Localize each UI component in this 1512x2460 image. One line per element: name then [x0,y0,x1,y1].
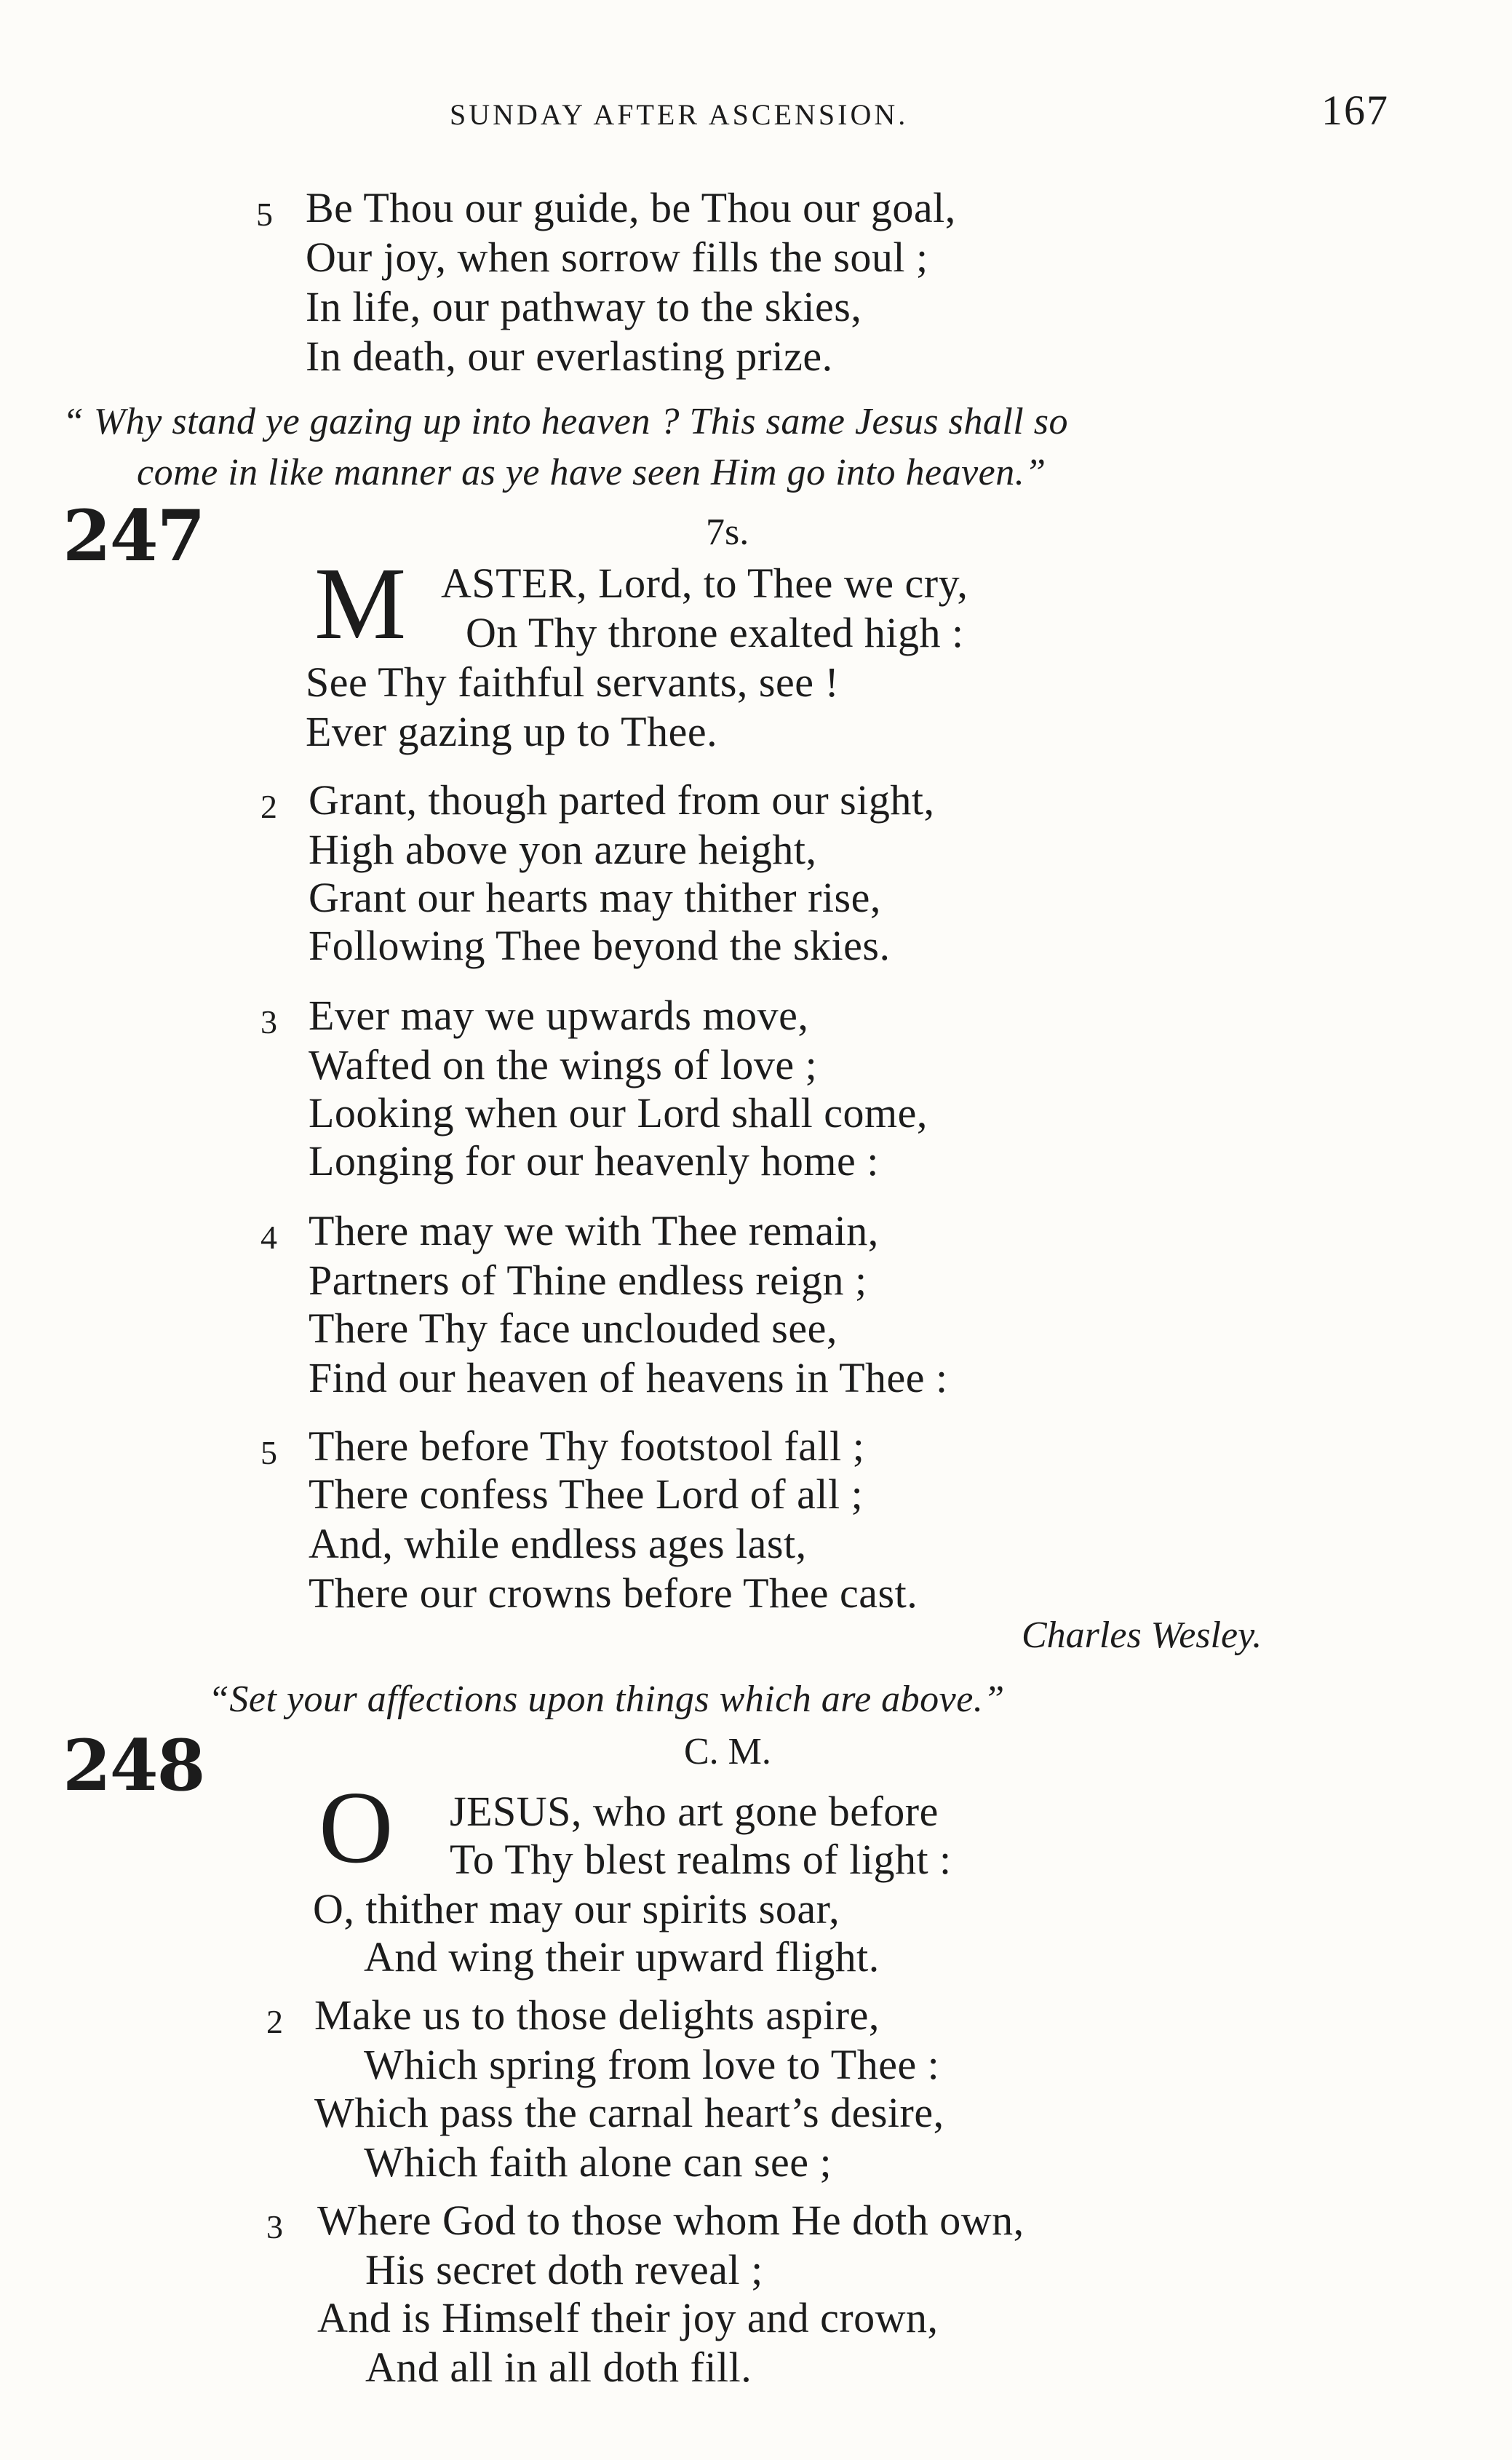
hymn-line: High above yon azure height, [309,826,817,873]
hymn-line: O, thither may our spirits soar, [313,1885,840,1932]
hymn-line: On Thy throne exalted high : [466,609,964,656]
meter: C. M. [684,1731,771,1772]
hymn-line: JESUS, who art gone before [450,1788,939,1835]
hymn-line: Which pass the carnal heart’s desire, [314,2089,944,2136]
verse-number: 3 [260,1003,277,1040]
page-number: 167 [1321,87,1389,134]
hymn-line: There our crowns before Thee cast. [309,1569,918,1617]
hymn-line: And wing their upward flight. [364,1933,880,1981]
hymn-line: There may we with Thee remain, [309,1207,879,1254]
hymn-line: There confess Thee Lord of all ; [309,1470,864,1518]
verse-number: 5 [260,1434,277,1471]
hymn-number: 247 [63,495,204,577]
hymn-line: ASTER, Lord, to Thee we cry, [441,560,968,607]
hymn-line: Grant our hearts may thither rise, [309,874,881,921]
hymn-line: And is Himself their joy and crown, [317,2294,939,2341]
hymn-line: Find our heaven of heavens in Thee : [309,1354,948,1401]
hymn-line: Wafted on the wings of love ; [309,1041,818,1088]
hymn-author: Charles Wesley. [1022,1615,1262,1656]
hymn-line: Our joy, when sorrow fills the soul ; [306,234,928,281]
hymn-line: Ever gazing up to Thee. [306,708,718,755]
meter: 7s. [706,511,749,553]
hymn-line: Partners of Thine endless reign ; [309,1257,867,1304]
verse-number: 5 [256,196,273,233]
hymn-line: Which spring from love to Thee : [364,2041,940,2088]
hymn-line: Which faith alone can see ; [364,2138,832,2186]
hymn-line: See Thy faithful servants, see ! [306,658,840,706]
hymn-line: There before Thy footstool fall ; [309,1422,865,1470]
epigraph-line: come in like manner as ye have seen Him go into heaven.” [137,452,1046,493]
hymn-line: Looking when our Lord shall come, [309,1089,928,1137]
hymn-line: And, while endless ages last, [309,1520,807,1567]
verse-number: 2 [260,788,277,825]
hymn-line: To Thy blest realms of light : [450,1836,952,1883]
running-header: SUNDAY AFTER ASCENSION. [450,98,909,131]
hymn-line: Be Thou our guide, be Thou our goal, [306,184,956,231]
epigraph-line: “Set your affections upon things which are above.” [208,1679,1005,1720]
hymn-line: In death, our everlasting prize. [306,333,833,380]
hymn-line: Where God to those whom He doth own, [317,2197,1024,2244]
hymn-line: Following Thee beyond the skies. [309,922,891,969]
drop-cap: M [314,546,407,661]
hymn-line: And all in all doth fill. [365,2344,752,2391]
hymn-number: 248 [63,1724,204,1807]
hymn-line: In life, our pathway to the skies, [306,283,862,330]
verse-number: 4 [260,1219,277,1256]
hymn-line: There Thy face unclouded see, [309,1305,837,1352]
hymn-line: His secret doth reveal ; [365,2246,763,2293]
hymn-line: Make us to those delights aspire, [314,1991,880,2039]
verse-number: 3 [266,2208,283,2245]
epigraph-line: “ Why stand ye gazing up into heaven ? This same Jesus shall so [63,401,1068,442]
hymn-line: Longing for our heavenly home : [309,1137,879,1185]
drop-cap: O [319,1770,394,1884]
verse-number: 2 [266,2003,283,2040]
hymn-line: Ever may we upwards move, [309,992,809,1039]
hymn-line: Grant, though parted from our sight, [309,776,935,824]
